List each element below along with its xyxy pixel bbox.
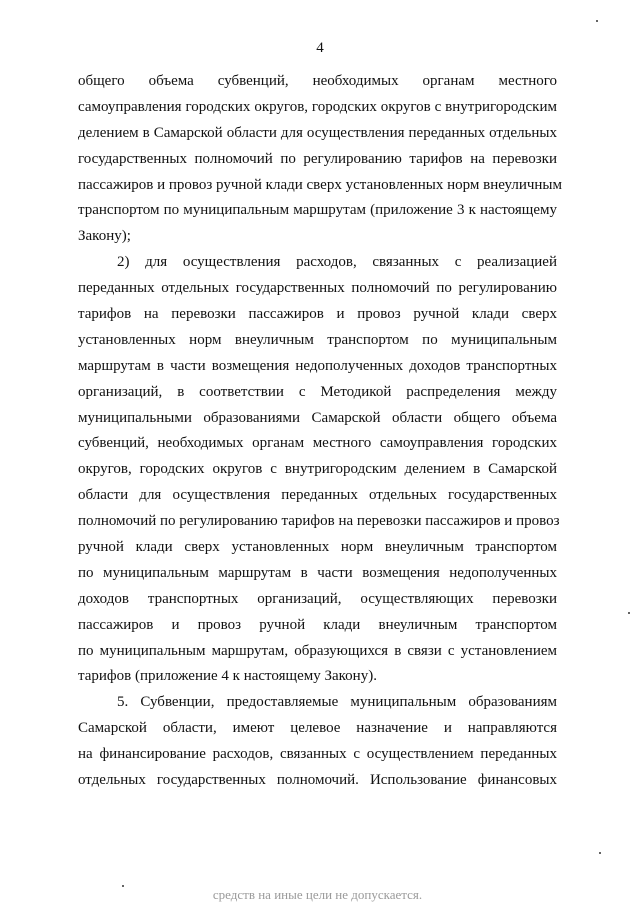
text-line: делением в Самарской области для осуществления переданных отдельных: [78, 124, 557, 141]
scan-speck: [599, 852, 601, 854]
text-line: по муниципальным маршрутам в части возмещения недополученных: [78, 564, 557, 581]
page-number: 4: [316, 40, 324, 56]
text-line: пассажиров и провоз ручной клади сверх установленных норм внеуличным: [78, 176, 562, 193]
cut-off-line: средств на иные цели не допускается.: [212, 887, 423, 902]
text-line: Закону);: [78, 228, 131, 245]
text-line: Самарской области, имеют целевое назначение и направляются: [78, 720, 557, 737]
text-line: отдельных государственных полномочий. Использование финансовых: [78, 772, 557, 789]
text-line: государственных полномочий по регулированию тарифов на перевозки: [78, 150, 557, 167]
text-line: общего объема субвенций, необходимых органам местного: [78, 73, 557, 89]
text-line: по муниципальным маршрутам, образующихся в связи с установлением: [78, 642, 557, 659]
scan-speck: [596, 20, 598, 22]
text-line: области для осуществления переданных отдельных государственных: [78, 487, 557, 504]
text-line: ручной клади сверх установленных норм внеуличным транспортом: [78, 539, 557, 556]
text-line: маршрутам в части возмещения недополученных доходов транспортных: [78, 357, 557, 374]
text-line: организаций, в соответствии с Методикой распределения между: [78, 383, 557, 400]
text-line: самоуправления городских округов, городских округов с внутригородским: [78, 98, 557, 115]
text-line: установленных норм внеуличным транспортом по муниципальным: [78, 331, 557, 348]
text-line: полномочий по регулированию тарифов на перевозки пассажиров и провоз: [78, 513, 560, 530]
text-line: тарифов на перевозки пассажиров и провоз ручной клади сверх: [78, 306, 557, 323]
text-line: тарифов (приложение 4 к настоящему Закону).: [78, 668, 377, 685]
text-line: на финансирование расходов, связанных с осуществлением переданных: [78, 746, 557, 763]
scan-speck: [628, 612, 630, 614]
text-line: транспортом по муниципальным маршрутам (приложение 3 к настоящему: [78, 202, 557, 219]
text-line: 5. Субвенции, предоставляемые муниципальным образованиям: [117, 694, 557, 711]
text-line: муниципальными образованиями Самарской области общего объема: [78, 409, 557, 426]
text-line: доходов транспортных организаций, осуществляющих перевозки: [78, 590, 557, 607]
text-line: округов, городских округов с внутригородским делением в Самарской: [78, 461, 557, 478]
scan-speck: [122, 885, 124, 887]
text-line: 2) для осуществления расходов, связанных с реализацией: [117, 254, 557, 271]
body-text: [78, 69, 562, 794]
text-line: переданных отдельных государственных полномочий по регулированию: [78, 280, 557, 297]
text-line: субвенций, необходимых органам местного самоуправления городских: [78, 435, 557, 452]
text-line: пассажиров и провоз ручной клади внеуличным транспортом: [78, 616, 557, 633]
